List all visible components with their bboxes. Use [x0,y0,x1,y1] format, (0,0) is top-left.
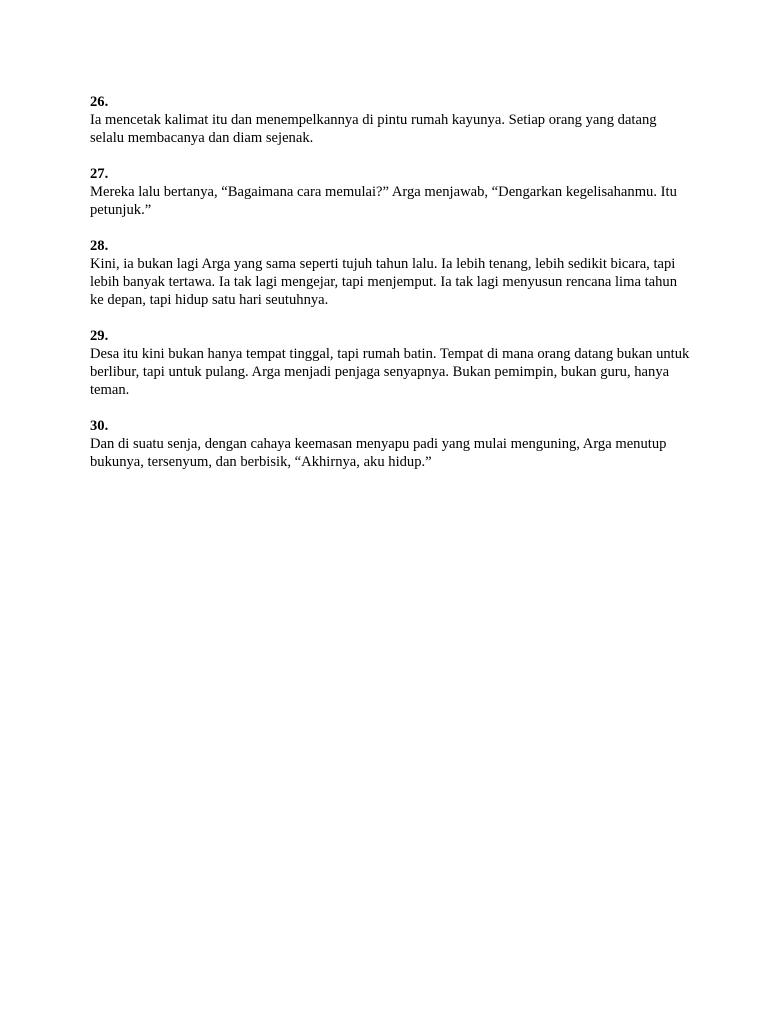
section-paragraph: Mereka lalu bertanya, “Bagaimana cara memulai?” Arga menjawab, “Dengarkan kegelisahanmu. Itu petunjuk.” [90,184,677,218]
section-28 [90,237,690,309]
section-paragraph: Kini, ia bukan lagi Arga yang sama seperti tujuh tahun lalu. Ia lebih tenang, lebih sedikit bicara, tapi lebih banyak tertawa. Ia tak lagi mengejar, tapi menjemput. Ia tak lagi menyusun rencana lima tahun ke depan, tapi hidup satu hari seutuhnya. [90,256,677,308]
section-number: 29. [90,328,109,344]
section-26 [90,93,690,147]
section-number: 26. [90,94,109,110]
section-30 [90,417,690,471]
section-29 [90,327,690,399]
section-27 [90,165,690,219]
section-number: 30. [90,418,109,434]
section-paragraph: Dan di suatu senja, dengan cahaya keemasan menyapu padi yang mulai menguning, Arga menutup bukunya, tersenyum, dan berbisik, “Akhirnya, aku hidup.” [90,436,667,470]
section-paragraph: Ia mencetak kalimat itu dan menempelkannya di pintu rumah kayunya. Setiap orang yang datang selalu membacanya dan diam sejenak. [90,112,657,146]
section-number: 28. [90,238,109,254]
section-paragraph: Desa itu kini bukan hanya tempat tinggal, tapi rumah batin. Tempat di mana orang datang bukan untuk berlibur, tapi untuk pulang. Arga menjadi penjaga senyapnya. Bukan pemimpin, bukan guru, hanya teman. [90,346,690,398]
document-page [90,93,690,489]
section-number: 27. [90,166,109,182]
